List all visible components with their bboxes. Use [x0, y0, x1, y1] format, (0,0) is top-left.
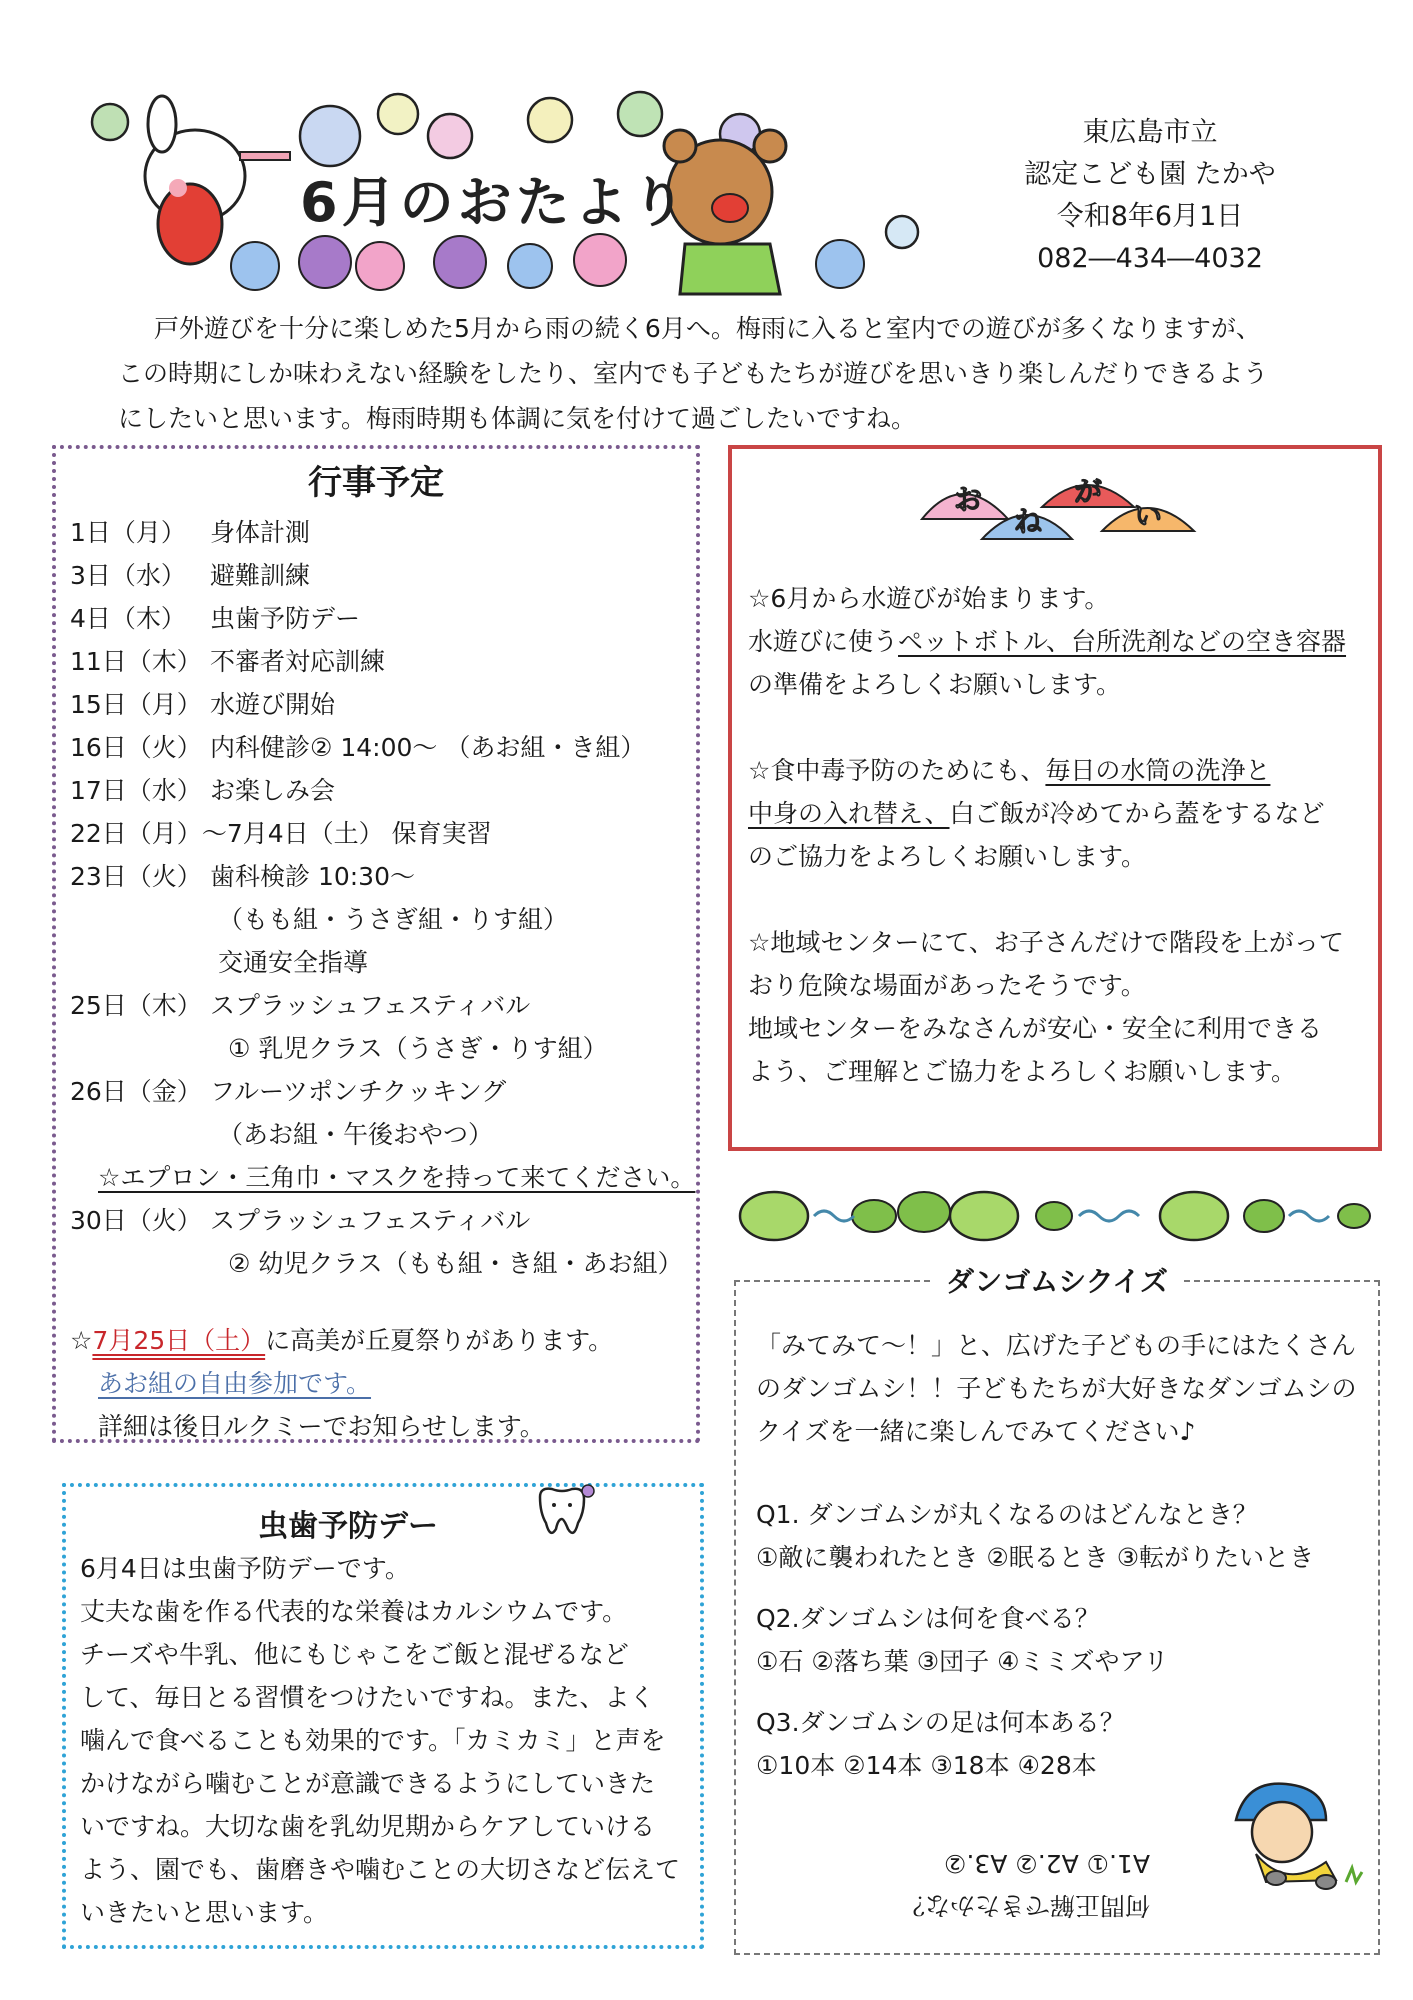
- list-item: 交通安全指導: [218, 948, 369, 977]
- paragraph-line: 地域センターをみなさんが安心・安全に利用できる: [748, 1014, 1323, 1043]
- list-item: 4日（木） 虫歯予防デー: [70, 604, 361, 633]
- paragraph-line: 丈夫な歯を作る代表的な栄養はカルシウムです。: [80, 1597, 628, 1626]
- paragraph-line: 6月4日は虫歯予防デーです。: [80, 1554, 410, 1583]
- paragraph-line: かけながら噛むことが意識できるようにしていきた: [80, 1769, 656, 1798]
- quiz-question: Q3.ダンゴムシの足は何本ある？: [756, 1708, 1125, 1737]
- list-item: 22日（月）～7月4日（土） 保育実習: [70, 819, 492, 848]
- answer-key: A1.① A2.② A3.②: [944, 1849, 1151, 1878]
- list-item: 3日（水） 避難訓練: [70, 561, 311, 590]
- paragraph-line: 中身の入れ替え、白ご飯が冷めてから蓋をするなど: [748, 799, 1325, 828]
- bubble-icon: [428, 114, 472, 158]
- paragraph-line: クイズを一緒に楽しんでみてください♪: [756, 1417, 1196, 1446]
- heading-char: お: [954, 483, 983, 516]
- paragraph-line: よう、ご理解とご協力をよろしくお願いします。: [748, 1057, 1297, 1086]
- star-icon: ☆: [70, 1326, 93, 1355]
- bubble-icon: [92, 104, 128, 140]
- list-item: 15日（月） 水遊び開始: [70, 690, 336, 719]
- free-participation-note: あお組の自由参加です。: [98, 1369, 372, 1398]
- org-info: [1000, 112, 1300, 280]
- rabbit-icon: [145, 96, 290, 264]
- quiz-options: ①石 ②落ち葉 ③団子 ④ミミズやアリ: [756, 1647, 1169, 1676]
- list-item: ① 乳児クラス（うさぎ・りす組）: [228, 1034, 608, 1063]
- festival-text: に高美が丘夏祭りがあります。: [265, 1326, 614, 1355]
- quiz-question: Q1. ダンゴムシが丸くなるのはどんなとき？: [756, 1500, 1258, 1529]
- list-item: 16日（火） 内科健診② 14:00～ （あお組・き組）: [70, 733, 646, 762]
- details-note: 詳細は後日ルクミーでお知らせします。: [98, 1412, 545, 1441]
- quiz-title-wrap: [736, 1260, 1378, 1300]
- child-with-bugs-icon: [1216, 1770, 1366, 1890]
- list-item: （あお組・午後おやつ）: [218, 1120, 494, 1149]
- cavity-body: [80, 1547, 700, 1934]
- phone-number: 082―434―4032: [1037, 243, 1263, 274]
- festival-date: 7月25日（土）: [92, 1326, 266, 1355]
- paragraph-line: チーズや牛乳、他にもじゃこをご飯と混ぜるなど: [80, 1640, 629, 1669]
- list-item: ② 幼児クラス（もも組・き組・あお組）: [228, 1249, 683, 1278]
- paragraph-line: いですね。大切な歯を乳幼児期からケアしていける: [80, 1812, 656, 1841]
- festival-notice: [70, 1319, 613, 1448]
- heading-char: ね: [1014, 505, 1043, 538]
- list-item: 1日（月） 身体計測: [70, 518, 311, 547]
- intro-line: にしたいと思います。梅雨時期も体調に気を付けて過ごしたいですね。: [118, 404, 917, 433]
- issue-date: 令和8年6月1日: [1056, 201, 1244, 232]
- umbrella-heading: [912, 469, 1212, 565]
- list-item: ☆エプロン・三角巾・マスクを持って来てください。: [98, 1163, 696, 1192]
- paragraph-line: して、毎日とる習慣をつけたいですね。また、よく: [80, 1683, 655, 1712]
- paragraph-line: ☆地域センターにて、お子さんだけで階段を上がって: [748, 928, 1344, 957]
- cavity-title: 虫歯予防デー: [258, 1509, 438, 1544]
- quiz-options: ①10本 ②14本 ③18本 ④28本: [756, 1751, 1097, 1780]
- paragraph-line: のご協力をよろしくお願いします。: [748, 842, 1147, 871]
- paragraph-line: 「みてみて～！」と、広げた子どもの手にはたくさん: [756, 1331, 1357, 1360]
- list-item: 17日（水） お楽しみ会: [70, 776, 336, 805]
- quiz-body: [756, 1324, 1357, 1787]
- frog-divider-icon: [734, 1180, 1374, 1244]
- city-name: 東広島市立: [1082, 117, 1218, 148]
- bubble-icon: [300, 106, 360, 166]
- quiz-box: [734, 1265, 1380, 1955]
- paragraph-line: おり危険な場面があったそうです。: [748, 971, 1146, 1000]
- heading-char: が: [1074, 475, 1103, 508]
- paragraph-line: 水遊びに使うペットボトル、台所洗剤などの空き容器: [748, 627, 1347, 656]
- paragraph-line: の準備をよろしくお願いします。: [748, 670, 1122, 699]
- paragraph-line: のダンゴムシ！！子どもたちが大好きなダンゴムシの: [756, 1374, 1357, 1403]
- page-title: 6月のおたより: [300, 171, 690, 234]
- paragraph-line: ☆6月から水遊びが始まります。: [748, 584, 1110, 613]
- paragraph-line: いきたいと思います。: [80, 1898, 329, 1927]
- tooth-icon: [526, 1483, 598, 1543]
- paragraph-line: よう、園でも、歯磨きや噛むことの大切さなど伝えて: [80, 1855, 681, 1884]
- requests-box: [728, 445, 1382, 1151]
- list-item: 26日（金） フルーツポンチクッキング: [70, 1077, 507, 1106]
- schedule-title: 行事予定: [308, 463, 444, 503]
- bubble-icon: [378, 94, 418, 134]
- schedule-box: [52, 445, 700, 1443]
- requests-body: [748, 577, 1346, 1093]
- cavity-prevention-box: [62, 1483, 704, 1949]
- upside-down-answer: [900, 1842, 1150, 1926]
- quiz-question: Q2.ダンゴムシは何を食べる？: [756, 1604, 1100, 1633]
- list-item: 25日（木） スプラッシュフェスティバル: [70, 991, 531, 1020]
- quiz-options: ①敵に襲われたとき ②眠るとき ③転がりたいとき: [756, 1543, 1315, 1572]
- paragraph-line: ☆食中毒予防のためにも、毎日の水筒の洗浄と: [748, 756, 1271, 785]
- schedule-list: [70, 511, 695, 1285]
- intro-text: [118, 306, 1338, 441]
- bubble-icon: [886, 216, 918, 248]
- list-item: 11日（木） 不審者対応訓練: [70, 647, 386, 676]
- list-item: 30日（火） スプラッシュフェスティバル: [70, 1206, 531, 1235]
- list-item: 23日（火） 歯科検診 10:30～: [70, 862, 415, 891]
- bubble-icon: [618, 92, 662, 136]
- paragraph-line: 噛んで食べることも効果的です。「カミカミ」と声を: [80, 1726, 666, 1755]
- intro-line: 戸外遊びを十分に楽しめた5月から雨の続く6月へ。梅雨に入ると室内での遊びが多くなりますが、: [154, 314, 1261, 343]
- quiz-title: ダンゴムシクイズ: [930, 1265, 1184, 1298]
- school-name: 認定こども園 たかや: [1024, 159, 1276, 190]
- heading-char: い: [1134, 499, 1163, 532]
- intro-line: この時期にしか味わえない経験をしたり、室内でも子どもたちが遊びを思いきり楽しんだりできるよう: [118, 359, 1269, 388]
- list-item: （もも組・うさぎ組・りす組）: [218, 905, 569, 934]
- bubble-icon: [528, 98, 572, 142]
- answer-prompt: 何問正解できたかな？: [900, 1891, 1151, 1920]
